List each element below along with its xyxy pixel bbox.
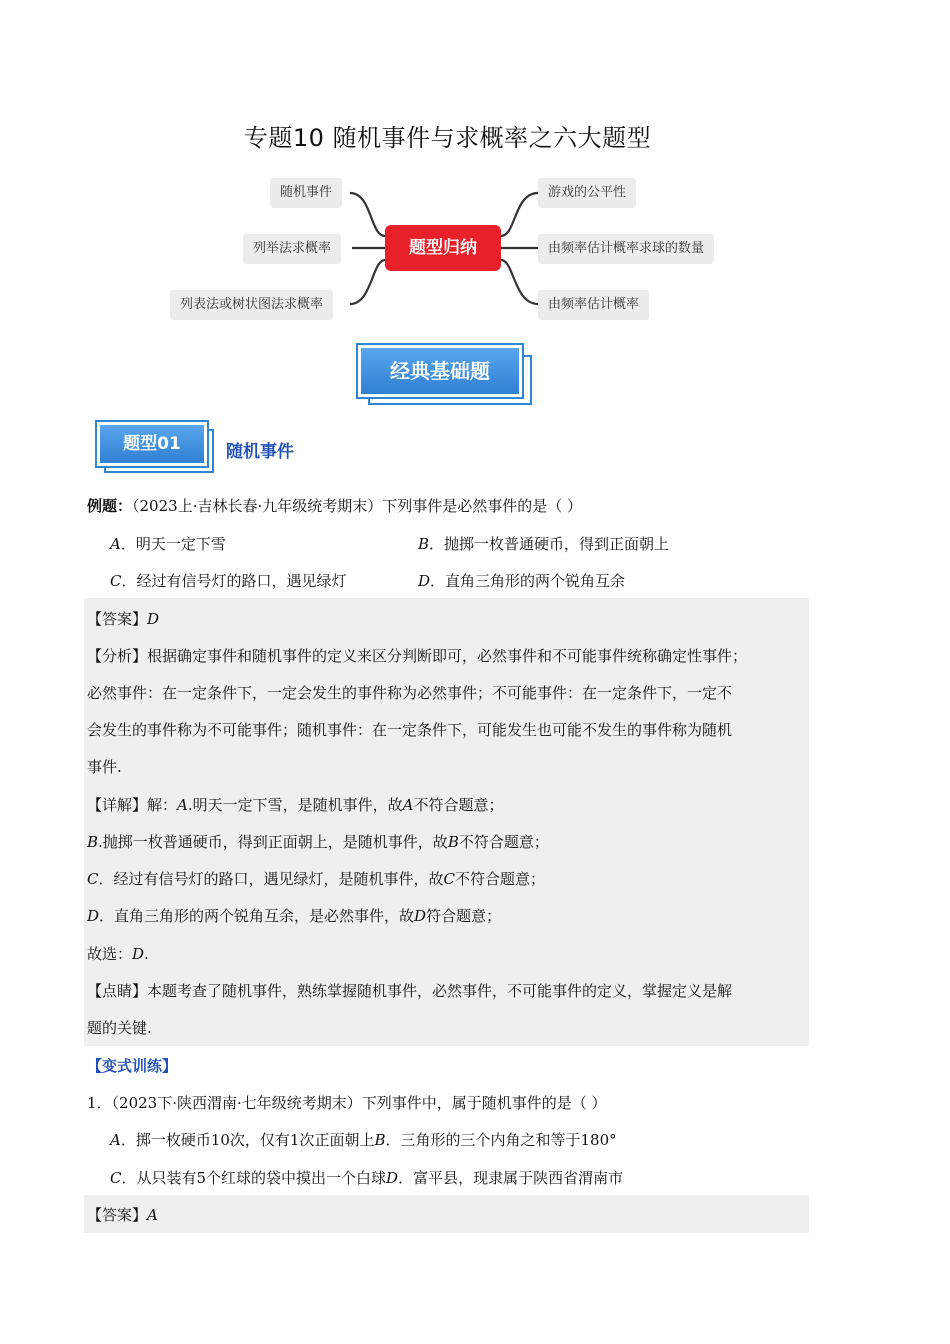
detail-letter: C: [443, 870, 455, 888]
option-a: [110, 534, 226, 554]
option-b: [418, 534, 669, 554]
option-text: ．掷一枚硬币10次，仅有1次正面朝上: [120, 1131, 375, 1149]
detail-post: 不符合题意；: [413, 796, 504, 814]
detail-letter: B: [87, 833, 99, 851]
type-title: 随机事件: [226, 442, 294, 462]
variant-q1-options-line-2: [110, 1168, 623, 1188]
connector-right-3: [501, 260, 538, 304]
mindmap-node-enumeration: 列举法求概率: [243, 234, 341, 264]
detail-text: .抛掷一枚普通硬币，得到正面朝上，是随机事件，故: [98, 833, 448, 851]
mindmap-node-frequency: 由频率估计概率: [538, 290, 649, 320]
detail-letter: A: [402, 796, 414, 814]
example-stem: [87, 496, 582, 516]
mindmap-node-game-fairness: 游戏的公平性: [538, 178, 636, 208]
option-text: ．富平县，现隶属于陕西省渭南市: [398, 1169, 624, 1187]
analysis-line-4: 事件.: [87, 758, 122, 776]
detail-pre: 解：: [147, 796, 178, 814]
option-d: [418, 571, 625, 591]
option-text: ．从只装有5个红球的袋中摸出一个白球: [121, 1169, 387, 1187]
banner-label: 经典基础题: [358, 345, 522, 397]
example-prefix: 例题：: [87, 497, 133, 515]
option-letter: B: [418, 535, 430, 553]
example-stem-text: （2023上·吉林长春·九年级统考期末）下列事件是必然事件的是（ ）: [132, 497, 582, 515]
option-text: ．经过有信号灯的路口，遇见绿灯: [121, 572, 347, 590]
detail-post: 不符合题意；: [458, 833, 549, 851]
variant-heading: 【变式训练】: [87, 1057, 178, 1075]
choose-post: .: [144, 945, 149, 963]
mindmap-node-random-event: 随机事件: [270, 178, 342, 208]
detail-letter: C: [87, 870, 99, 888]
option-text: ．抛掷一枚普通硬币，得到正面朝上: [429, 535, 670, 553]
answer-value: A: [147, 1206, 158, 1224]
detail-post: 符合题意；: [426, 907, 502, 925]
analysis-tag: 【分析】: [87, 647, 148, 665]
analysis-line-3: 会发生的事件称为不可能事件；随机事件：在一定条件下，可能发生也可能不发生的事件称为随机: [87, 721, 733, 739]
answer-tag: 【答案】: [87, 610, 148, 628]
connector-right-1: [501, 193, 538, 236]
choose-line: [87, 944, 149, 964]
analysis-text: 根据确定事件和随机事件的定义来区分判断即可，必然事件和不可能事件统称确定性事件；: [147, 647, 748, 665]
detail-letter: B: [447, 833, 459, 851]
option-letter: D: [386, 1169, 399, 1187]
option-letter: D: [418, 572, 431, 590]
connector-left-3: [350, 260, 385, 304]
option-text: ．明天一定下雪: [120, 535, 226, 553]
analysis-line-2: 必然事件：在一定条件下，一定会发生的事件称为必然事件；不可能事件：在一定条件下，一定不: [87, 684, 733, 702]
comment-line-1: [87, 981, 732, 1001]
mindmap-node-table-tree: 列表法或树状图法求概率: [170, 290, 333, 320]
option-text: ．三角形的三个内角之和等于180°: [385, 1131, 617, 1149]
option-letter: B: [374, 1131, 386, 1149]
section-banner: [358, 345, 534, 407]
variant-q1-stem: 1．（2023下·陕西渭南·七年级统考期末）下列事件中，属于随机事件的是（ ）: [87, 1094, 607, 1112]
variant-answer-block: [84, 1195, 809, 1233]
answer-value: D: [147, 610, 160, 628]
detail-letter: D: [414, 907, 427, 925]
detail-line-2: [87, 832, 549, 852]
answer-line: [87, 609, 159, 629]
detail-letter: D: [87, 907, 100, 925]
type-badge: [97, 422, 215, 474]
detail-text: ．直角三角形的两个锐角互余，是必然事件，故: [99, 907, 415, 925]
choose-value: D: [132, 945, 145, 963]
page-title: 专题10 随机事件与求概率之六大题型: [243, 124, 652, 152]
detail-post: 不符合题意；: [454, 870, 545, 888]
option-letter: C: [110, 572, 122, 590]
mindmap-center: 题型归纳: [385, 225, 501, 271]
mindmap-node-ball-count: 由频率估计概率求球的数量: [538, 234, 714, 264]
detail-line-1: [87, 795, 504, 815]
detail-line-4: [87, 906, 501, 926]
comment-tag: 【点睛】: [87, 982, 148, 1000]
variant-answer-line: [87, 1205, 158, 1225]
connector-left-1: [350, 193, 385, 236]
comment-text: 本题考查了随机事件，熟练掌握随机事件，必然事件，不可能事件的定义，掌握定义是解: [147, 982, 733, 1000]
option-letter: C: [110, 1169, 122, 1187]
detail-line-3: [87, 869, 545, 889]
detail-tag: 【详解】: [87, 796, 148, 814]
option-c: [110, 571, 347, 591]
detail-letter: A: [177, 796, 188, 814]
answer-tag: 【答案】: [87, 1206, 148, 1224]
analysis-line-1: [87, 646, 747, 666]
comment-line-2: 题的关键.: [87, 1019, 152, 1037]
choose-pre: 故选：: [87, 945, 133, 963]
type-badge-label: 题型01: [97, 422, 207, 466]
option-letter: A: [110, 1131, 121, 1149]
variant-q1-options-line-1: [110, 1130, 617, 1150]
detail-text: ．经过有信号灯的路口，遇见绿灯，是随机事件，故: [98, 870, 444, 888]
option-text: ．直角三角形的两个锐角互余: [430, 572, 626, 590]
option-letter: A: [110, 535, 121, 553]
detail-text: .明天一定下雪，是随机事件，故: [187, 796, 403, 814]
